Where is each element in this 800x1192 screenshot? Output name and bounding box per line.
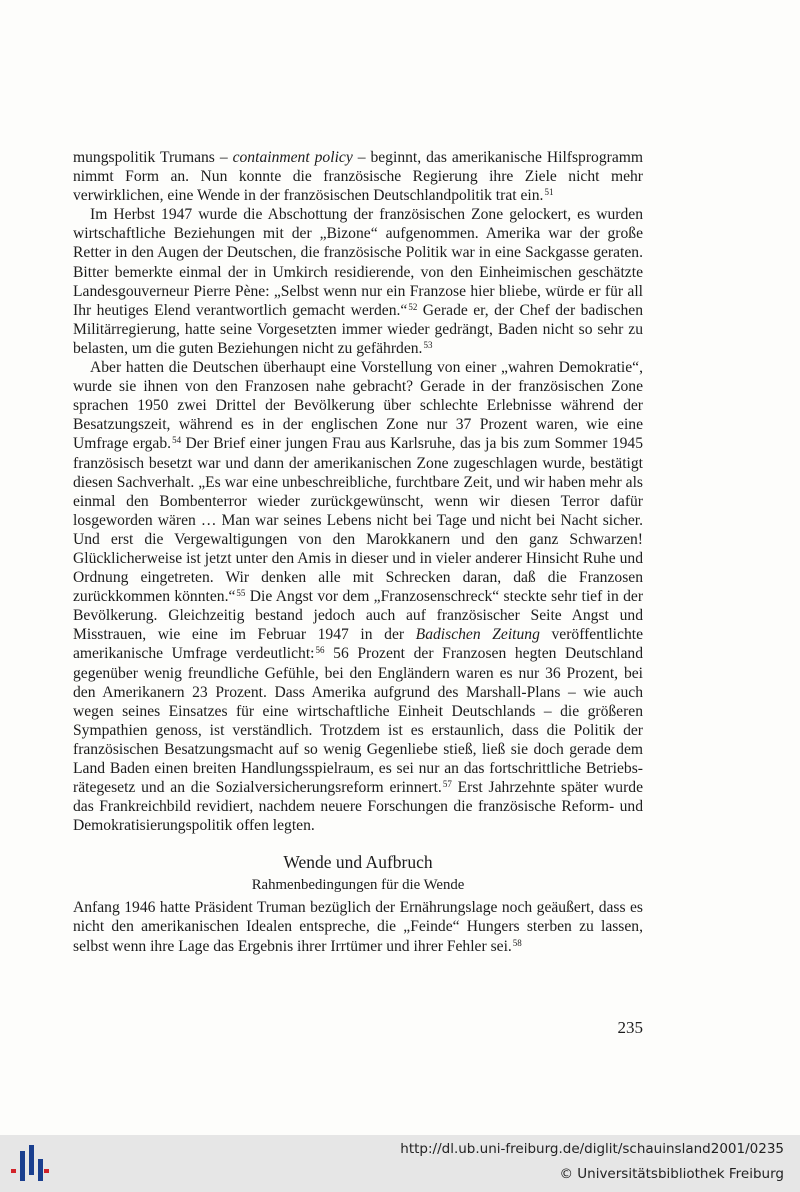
footer-bar [0,1135,800,1192]
italic-text: containment policy [232,149,353,166]
paragraph-4 [73,898,643,955]
footnote-ref: 56 [315,645,325,656]
text-run: Erst Jahrzehnte später wurde das Frankreichbild revidiert, nachdem neuere Forschungen die französische Reform- und Demokratisierungspolitik offen legten. [73,779,643,835]
text-run: Die Angst vor dem „Franzosenschreck“ steckte sehr tief in der Bevölkerung. Gleichzeitig bestand jedoch auch auf französischer Seite Angst und Misstrauen, wie eine im Februar 1947 in der [73,588,644,644]
text-run: veröffentlichte amerikanische Umfrage verdeutlicht: [73,626,643,663]
ub-freiburg-logo-icon [10,1143,50,1185]
footnote-ref: 57 [442,779,452,790]
text-run: – beginnt, das amerikanische Hilfsprogramm nimmt Form an. Nun konnte die französische Regierung ihre Ziele nicht mehr verwirklichen, eine Wende in der französischen Deutschlandpolitik trat ein. [73,149,643,205]
document-page [73,148,643,956]
italic-text: Badischen Zeitung [415,626,540,644]
footnote-ref: 58 [512,937,522,948]
section-heading: Wende und Aufbruch [283,852,433,873]
paragraph-2 [73,205,643,358]
text-run: Aber hatten die Deutschen überhaupt eine Vorstellung von einer „wahren Demokratie“, wurde sie ihnen von den Franzosen nahe gebracht? Gerade in der französischen Zone sprachen 1950 zwei Drittel der Bevölkerung über schlechte Erlebnisse während der Besatzungszeit, während es in der englischen Zone nur 37 Prozent waren, wie eine Umfrage ergab. [73,359,643,453]
page-number: 235 [617,1018,643,1037]
footnote-ref: 54 [172,435,182,446]
text-run: Im Herbst 1947 wurde die Abschottung der französischen Zone gelockert, es wurden wirtschaftliche Beziehungen mit der „Bizone“ aufgenommen. Amerika war der große Retter in den Augen der Deutschen, die französische Politik war in eine Sackgasse geraten. Bitter bemerkte einmal der in Umkirch residierende, von den Einheimischen geschätzte Landesgouverneur Pierre Pène: „Selbst wenn nur ein Franzose hier bliebe, würde er für all Ihr heutiges Elend verantwortlich gemacht werden.“ [73,206,643,319]
section-subheading: Rahmenbedingungen für die Wende [251,877,465,894]
text-run: Der Brief einer jungen Frau aus Karlsruhe, das ja bis zum Sommer 1945 französisch besetzt war und dann der amerikanischen Zone zugeschlagen wurde, bestätigt diesen Sachverhalt. „Es war eine unbeschreibliche, furchtbare Zeit, und wir haben mehr als einmal den Bombenterror wieder zurückgewünscht, wenn wir diesen Terror dafür losgeworden wären … Man war seines Lebens nicht bei Tage und nicht bei Nacht sicher. Und erst die Vergewaltigungen von den Marokkanern und den ganz Schwarzen! Glücklicherweise ist jetzt unter den Amis in dieser und in vieler anderer Hinsicht Ruhe und Ordnung eingetreten. Wir denken alle mit Schrecken daran, daß die Franzosen zurückkommen könnten.“ [73,435,644,606]
copyright-text: © Universitätsbibliothek Freiburg [559,1166,784,1182]
text-run: Anfang 1946 hatte Präsident Truman bezüglich der Ernährungslage noch geäußert, dass es nicht den amerikanischen Idealen entspreche, die „Feinde“ Hungers sterben zu lassen, selbst wenn ihre Lage das Ergebnis ihrer Irrtümer und ihrer Fehler sei. [73,899,643,955]
footnote-ref: 53 [423,339,433,350]
source-url-link[interactable]: http://dl.ub.uni-freiburg.de/diglit/schauinsland2001/0235 [400,1141,784,1157]
footnote-ref: 52 [408,301,418,312]
footnote-ref: 51 [544,187,554,198]
text-run: 56 Prozent der Franzosen hegten Deutschland gegenüber wenig freundliche Gefühle, bei den Engländern waren es nur 36 Prozent, bei den Amerikanern 23 Prozent. Dass Amerika aufgrund des Marshall-Plans – wie auch wegen seines Einsatzes für eine wirtschaftliche Einheit Deutschlands – die größeren Sympathien genoss, ist verständlich. Trotzdem ist es erstaunlich, dass die Politik der französischen Besatzungsmacht auf so wenig Gegenliebe stieß, ließ sie doch gerade dem Land Baden einen breiten Handlungsspielraum, es sei nur an das fortschrittliche Betriebsrätegesetz und an die Sozialversicherungsreform erinnert. [73,645,643,797]
footnote-ref: 55 [236,588,246,599]
paragraph-3 [73,358,643,835]
text-run: Gerade er, der Chef der badischen Militärregierung, hatte seine Vorgesetzten immer wieder gedrängt, Baden nicht so sehr zu belasten, um die guten Beziehungen nicht zu gefährden. [73,301,643,357]
paragraph-1 [73,148,643,205]
text-run: mungspolitik Trumans – [73,149,233,166]
